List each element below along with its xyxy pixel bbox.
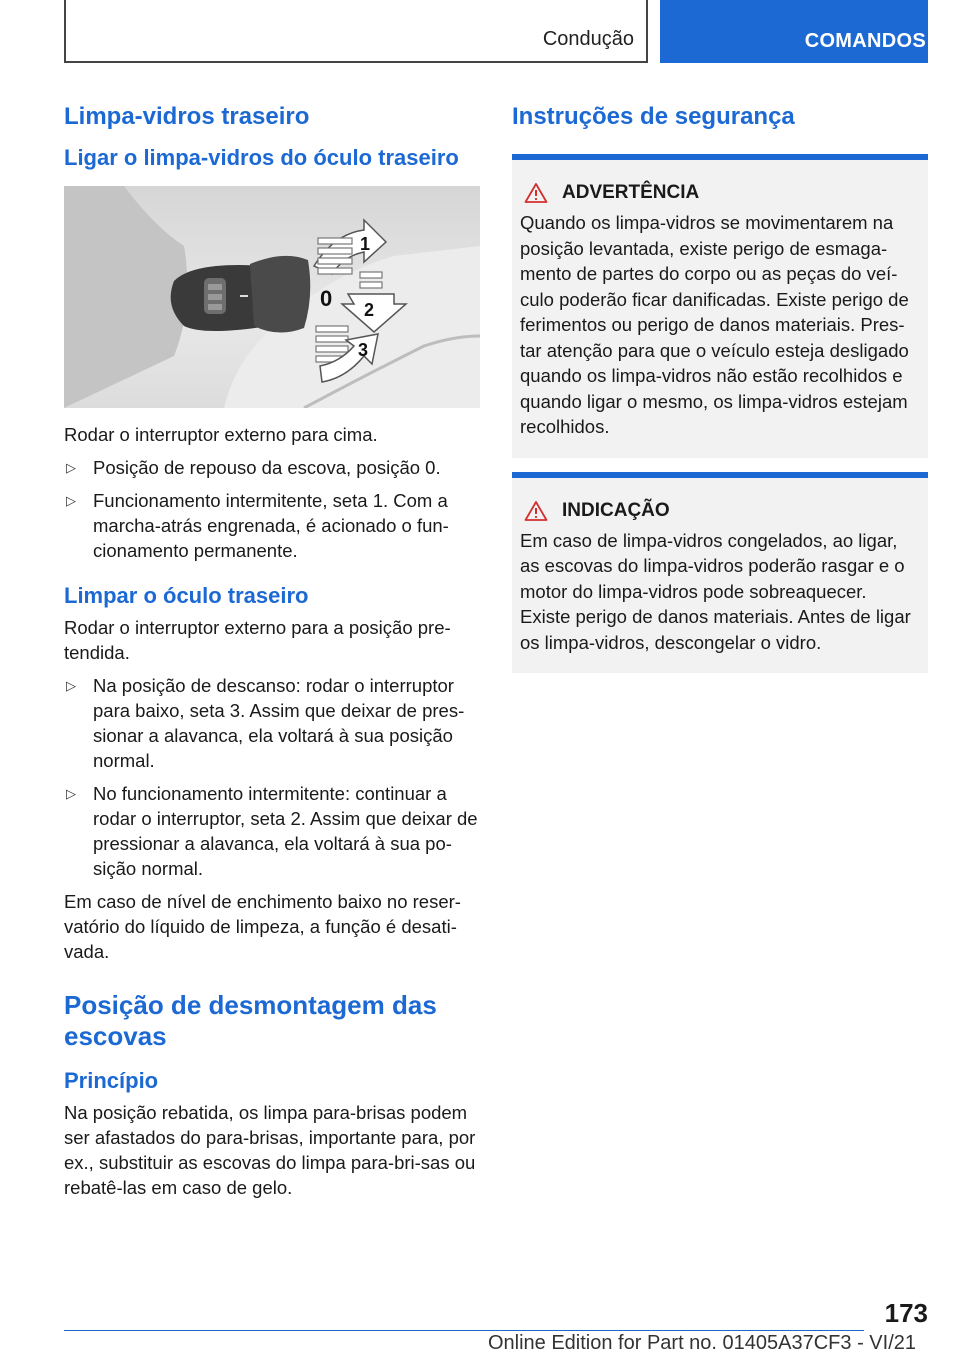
bullet-list-1: [64, 455, 480, 563]
paragraph-low-fluid: Em caso de nível de enchimento baixo no reser-vatório do líquido de limpeza, a função é desati-vada.: [64, 891, 461, 962]
subsection-title-switch-on: Ligar o limpa-vidros do óculo traseiro: [64, 145, 459, 170]
stalk-knob: [250, 256, 310, 333]
list-item: ▷ Funcionamento intermitente, seta 1. Com a marcha-atrás engrenada, é acionado o fun-cionamento permanente.: [66, 490, 449, 561]
warning-text: Quando os limpa-vidros se movimentarem na posição levantada, existe perigo de esmaga-mento de partes do corpo ou as peças do veí-culo poderão ficar danificadas. Existe perigo de ferimentos ou perigo de danos materiais. Pres-tar atenção para que o veículo esteja desligado quando os limpa-vidros não estão recolhidos e quando ligar o mesmo, os limpa-vidros estejam recolhidos.: [520, 212, 909, 437]
list-item: ▷ No funcionamento intermitente: continuar a rodar o interruptor, seta 2. Assim que deixar de pressionar a alavanca, ela voltará à sua po-sição normal.: [66, 783, 478, 879]
list-item: ▷ Posição de repouso da escova, posição 0.: [66, 457, 441, 478]
arrow-3-label: 3: [358, 340, 369, 360]
warning-header: [520, 182, 920, 204]
notice-box: [512, 472, 928, 674]
warning-triangle-icon: [524, 182, 548, 204]
notice-header: [520, 500, 920, 522]
triangle-bullet-icon: ▷: [66, 493, 76, 508]
subsection-title-principle: Princípio: [64, 1068, 159, 1093]
triangle-bullet-icon: ▷: [66, 678, 76, 693]
footer-rule: [64, 1330, 864, 1331]
arrow-2-label: 2: [364, 300, 375, 320]
footer-edition: Online Edition for Part no. 01405A37CF3 - VI/21: [487, 1332, 916, 1354]
header-section-title: Condução: [542, 28, 634, 50]
arrow-1-label: 1: [360, 234, 371, 254]
header-chapter-tab[interactable]: [660, 0, 928, 63]
warning-box: [512, 154, 928, 458]
subsection-title-clean: Limpar o óculo traseiro: [64, 583, 309, 608]
left-column: [64, 96, 480, 1208]
triangle-bullet-icon: ▷: [66, 460, 76, 475]
steering-column-shape: [64, 186, 187, 408]
triangle-bullet-icon: ▷: [66, 786, 76, 801]
header-chapter-label: COMANDOS: [804, 30, 926, 52]
page-number: 173: [884, 1298, 928, 1328]
section-title-safety: Instruções de segurança: [512, 103, 795, 130]
paragraph-rotate-position: Rodar o interruptor externo para a posição pre-tendida.: [64, 617, 451, 663]
warning-label: ADVERTÊNCIA: [562, 182, 700, 203]
notice-text: Em caso de limpa-vidros congelados, ao ligar, as escovas do limpa-vidros poderão rasgar e o motor do limpa-vidros pode sobreaquecer. Existe perigo de danos materiais. Antes de ligar os limpa-vidros, descongelar o vidro.: [520, 529, 911, 653]
notice-label: INDICAÇÃO: [562, 499, 670, 521]
header-section-box: [64, 0, 648, 63]
paragraph-principle: Na posição rebatida, os limpa para-brisas podem ser afastados do para-brisas, importante para, por ex., substituir as escovas do limpa para-bri-sas ou rebatê-las em caso de gelo.: [64, 1102, 476, 1198]
section-title-removal-position: Posição de desmontagem das escovas: [64, 990, 437, 1051]
wiper-stalk-illustration: [64, 186, 480, 408]
list-item: ▷ Na posição de descanso: rodar o interruptor para baixo, seta 3. Assim que deixar de pres-sionar a alavanca, ela voltará à sua posição normal.: [66, 675, 465, 771]
bullet-list-2: [64, 673, 480, 881]
position-0-label: 0: [320, 286, 333, 311]
paragraph-rotate-up: Rodar o interruptor externo para cima.: [64, 424, 378, 445]
wiper-stalk-figure: [64, 186, 480, 408]
right-column: [512, 96, 928, 673]
section-title-rear-wiper: Limpa-vidros traseiro: [64, 103, 310, 130]
warning-triangle-icon: [524, 500, 548, 522]
